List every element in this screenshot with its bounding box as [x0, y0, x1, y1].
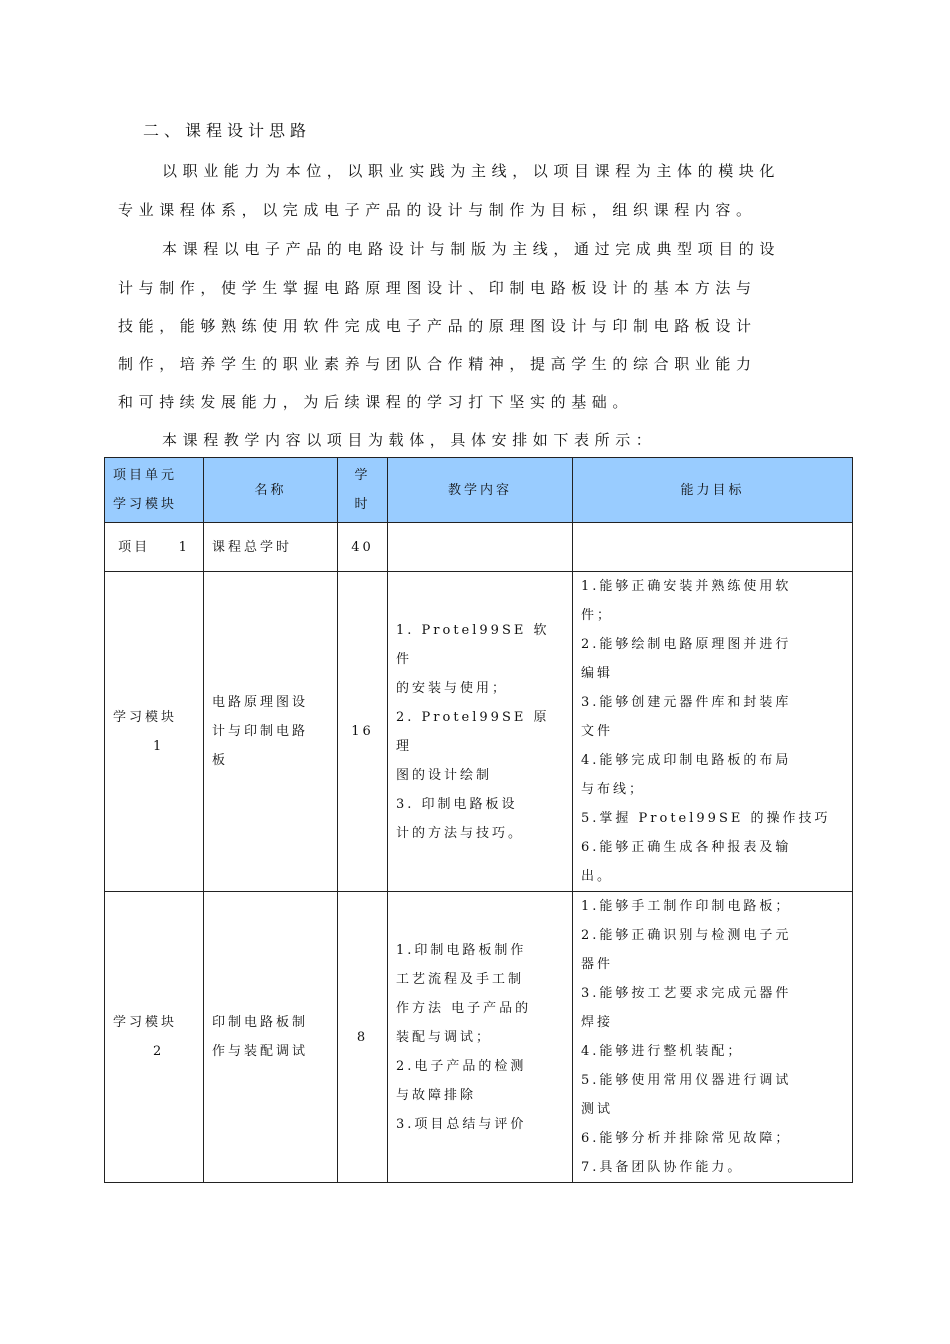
- content-item: 图的设计绘制: [396, 767, 493, 783]
- row-content: [388, 572, 573, 892]
- content-item: 3.项目总结与评价: [396, 1116, 527, 1132]
- header-goals: 能力目标: [573, 458, 853, 523]
- goal-item: 1.能够手工制作印制电路板；: [581, 899, 792, 914]
- row-unit: 项目 1: [105, 523, 204, 572]
- header-name: 名称: [204, 458, 338, 523]
- content-item: 1.印制电路板制作: [396, 942, 527, 958]
- goal-item: 文件: [581, 724, 614, 739]
- paragraph-2-line-1: 本课程以电子产品的电路设计与制版为主线，通过完成典型项目的设: [162, 240, 781, 258]
- row-hours: 40: [338, 523, 388, 572]
- content-item: 工艺流程及手工制: [396, 971, 525, 987]
- header-unit: 项目单元 学习模块: [105, 458, 204, 523]
- row-goals: [573, 572, 853, 892]
- content-item: 作方法 电子产品的: [396, 1000, 532, 1016]
- paragraph-3-line-1: 本课程教学内容以项目为载体，具体安排如下表所示：: [162, 431, 657, 449]
- content-item: 计的方法与技巧。: [396, 825, 525, 841]
- goal-item: 2.能够绘制电路原理图并进行: [581, 637, 792, 652]
- goal-item: 6.能够正确生成各种报表及输: [581, 840, 792, 855]
- goal-item: 焊接: [581, 1015, 614, 1030]
- goal-item: 5.能够使用常用仪器进行调试: [581, 1073, 792, 1088]
- goal-item: 4.能够进行整机装配；: [581, 1044, 744, 1059]
- paragraph-2-line-5: 和可持续发展能力，为后续课程的学习打下坚实的基础。: [118, 393, 634, 411]
- header-hours: 学 时: [338, 458, 388, 523]
- row-goals: [573, 523, 853, 572]
- goal-item: 与布线；: [581, 782, 646, 797]
- content-item: 装配与调试；: [396, 1029, 493, 1045]
- row-content: [388, 523, 573, 572]
- header-content: 教学内容: [388, 458, 573, 523]
- table-header-row: [105, 458, 853, 523]
- table-row: [105, 892, 853, 1183]
- row-goals: [573, 892, 853, 1183]
- row-hours: 16: [338, 572, 388, 892]
- row-unit: 学习模块 2: [105, 892, 204, 1183]
- content-item: 的安装与使用；: [396, 680, 509, 696]
- paragraph-2-line-2: 计与制作，使学生掌握电路原理图设计、印制电路板设计的基本方法与: [118, 279, 757, 297]
- goal-item: 2.能够正确识别与检测电子元: [581, 928, 792, 943]
- goal-item: 4.能够完成印制电路板的布局: [581, 753, 792, 768]
- row-name: 印制电路板制 作与装配调试: [204, 892, 338, 1183]
- goal-item: 出。: [581, 869, 614, 884]
- row-content: [388, 892, 573, 1183]
- course-plan-table: [104, 457, 853, 1183]
- goal-item: 3.能够按工艺要求完成元器件: [581, 986, 792, 1001]
- goal-item: 件；: [581, 608, 614, 623]
- goal-item: 1.能够正确安装并熟练使用软: [581, 579, 792, 594]
- content-item: 2. Protel99SE 原理: [396, 709, 550, 754]
- table-row: [105, 572, 853, 892]
- paragraph-2-line-3: 技能，能够熟练使用软件完成电子产品的原理图设计与印制电路板设计: [118, 317, 757, 335]
- content-item: 与故障排除: [396, 1087, 477, 1103]
- goal-item: 7.具备团队协作能力。: [581, 1160, 744, 1175]
- goal-item: 器件: [581, 957, 614, 972]
- paragraph-2-line-4: 制作，培养学生的职业素养与团队合作精神，提高学生的综合职业能力: [118, 355, 757, 373]
- row-hours: 8: [338, 892, 388, 1183]
- row-name: 课程总学时: [204, 523, 338, 572]
- section-heading: 二、课程设计思路: [143, 121, 312, 140]
- content-item: 2.电子产品的检测: [396, 1058, 527, 1074]
- goal-item: 6.能够分析并排除常见故障；: [581, 1131, 792, 1146]
- goal-item: 5.掌握 Protel99SE 的操作技巧: [581, 811, 831, 826]
- paragraph-1-line-2: 专业课程体系，以完成电子产品的设计与制作为目标，组织课程内容。: [118, 201, 757, 219]
- paragraph-1-line-1: 以职业能力为本位，以职业实践为主线，以项目课程为主体的模块化: [162, 162, 781, 180]
- content-item: 1. Protel99SE 软件: [396, 622, 550, 667]
- row-unit: 学习模块 1: [105, 572, 204, 892]
- table-row: [105, 523, 853, 572]
- goal-item: 编辑: [581, 666, 614, 681]
- content-item: 3. 印制电路板设: [396, 796, 518, 812]
- goal-item: 测试: [581, 1102, 614, 1117]
- row-name: 电路原理图设 计与印制电路 板: [204, 572, 338, 892]
- goal-item: 3.能够创建元器件库和封装库: [581, 695, 792, 710]
